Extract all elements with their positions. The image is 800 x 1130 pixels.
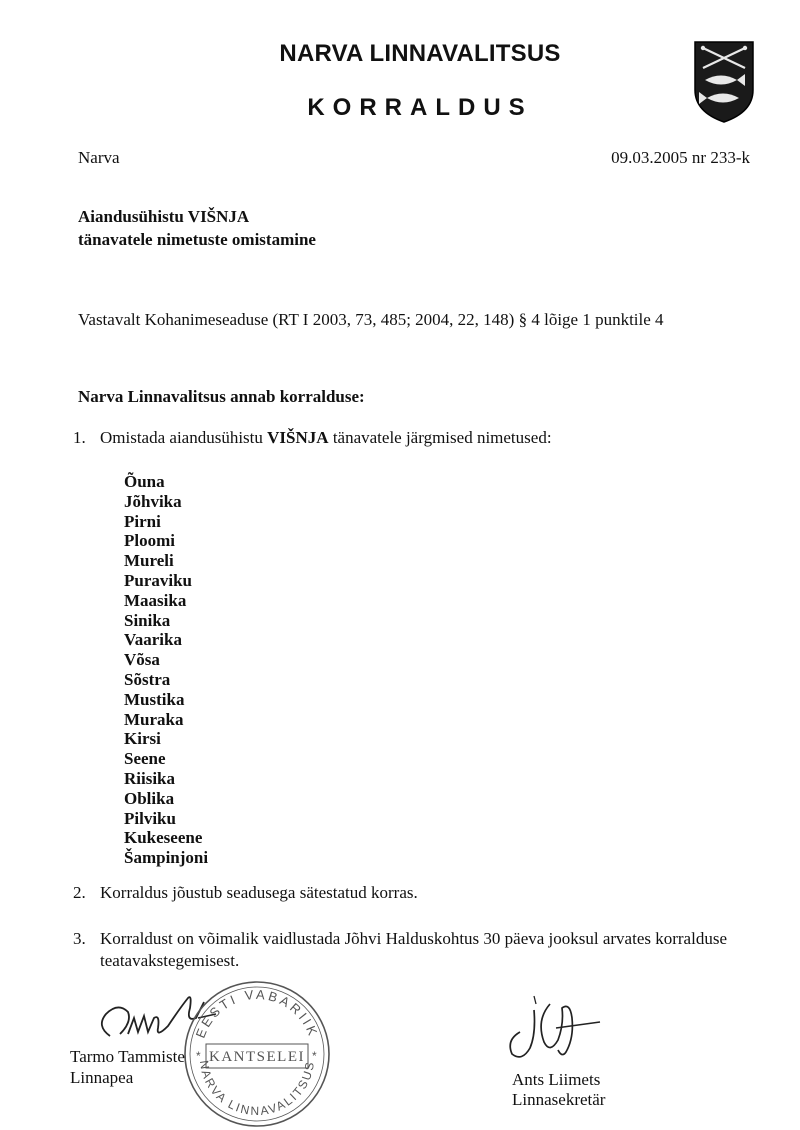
item-number: 3. — [73, 929, 86, 948]
stamp-star-icon: * — [312, 1049, 317, 1063]
street-name: Oblika — [124, 788, 175, 808]
street-name: Õuna — [124, 472, 165, 491]
document-place: Narva — [78, 148, 120, 167]
street-name: Šampinjoni — [124, 848, 209, 868]
mayor-name: Tarmo Tammiste — [70, 1047, 185, 1066]
document-date-number: 09.03.2005 nr 233-k — [611, 148, 750, 167]
street-name: Jõhvika — [124, 491, 182, 511]
narva-coat-of-arms-icon — [693, 40, 755, 124]
street-name: Seene — [124, 749, 166, 769]
organization-title: NARVA LINNAVALITSUS — [279, 40, 561, 67]
svg-text:EESTI VABARIIK — [193, 987, 322, 1040]
street-name: Puraviku — [124, 570, 193, 590]
street-name: Vaarika — [124, 630, 182, 650]
item-text: Korraldust on võimalik vaidlustada Jõhvi Halduskohtus 30 päeva jooksul arvates korralduse teatavakstegemisest. — [100, 929, 727, 970]
secretary-title: Linnasekretär — [512, 1090, 606, 1109]
mayor-title: Linnapea — [70, 1068, 134, 1087]
stamp-bottom-text: NARVA LINNAVALITSUS — [196, 1059, 318, 1119]
document-subject — [78, 205, 316, 251]
secretary-signature — [500, 990, 620, 1065]
street-name: Pirni — [124, 511, 161, 531]
item-text-bold: VIŠNJA — [267, 428, 329, 447]
street-name: Ploomi — [124, 531, 175, 551]
street-name: Kukeseene — [124, 828, 203, 848]
item-text-after: tänavatele järgmised nimetused: — [328, 428, 552, 447]
item-text-before: Omistada aiandusühistu — [100, 428, 268, 447]
street-name: Sinika — [124, 610, 171, 630]
street-name-list — [124, 472, 208, 868]
item-text: Korraldus jõustub seadusega sätestatud korras. — [100, 883, 418, 902]
street-name: Maasika — [124, 590, 187, 610]
street-name: Mustika — [124, 689, 185, 709]
street-name: Kirsi — [124, 729, 161, 749]
decision-heading: Narva Linnavalitsus annab korralduse: — [78, 387, 365, 406]
document-type-title: KORRALDUS — [307, 94, 533, 121]
secretary-name: Ants Liimets — [512, 1070, 601, 1089]
street-name: Võsa — [124, 650, 160, 670]
street-name: Riisika — [124, 768, 176, 788]
subject-line-1: Aiandusühistu VIŠNJA — [78, 207, 250, 226]
street-name: Sõstra — [124, 669, 171, 689]
stamp-star-icon: * — [196, 1049, 201, 1063]
official-stamp — [178, 978, 336, 1130]
street-name: Mureli — [124, 551, 174, 571]
item-number: 1. — [73, 428, 86, 447]
legal-basis: Vastavalt Kohanimeseaduse (RT I 2003, 73, 485; 2004, 22, 148) § 4 lõige 1 punktile 4 — [78, 310, 664, 329]
stamp-center-text: KANTSELEI — [209, 1049, 305, 1065]
item-text — [100, 427, 780, 449]
street-name: Muraka — [124, 709, 184, 729]
subject-line-2: tänavatele nimetuste omistamine — [78, 230, 316, 249]
street-name: Pilviku — [124, 808, 176, 828]
stamp-top-text: EESTI VABARIIK — [192, 986, 322, 1041]
item-number: 2. — [73, 883, 86, 902]
